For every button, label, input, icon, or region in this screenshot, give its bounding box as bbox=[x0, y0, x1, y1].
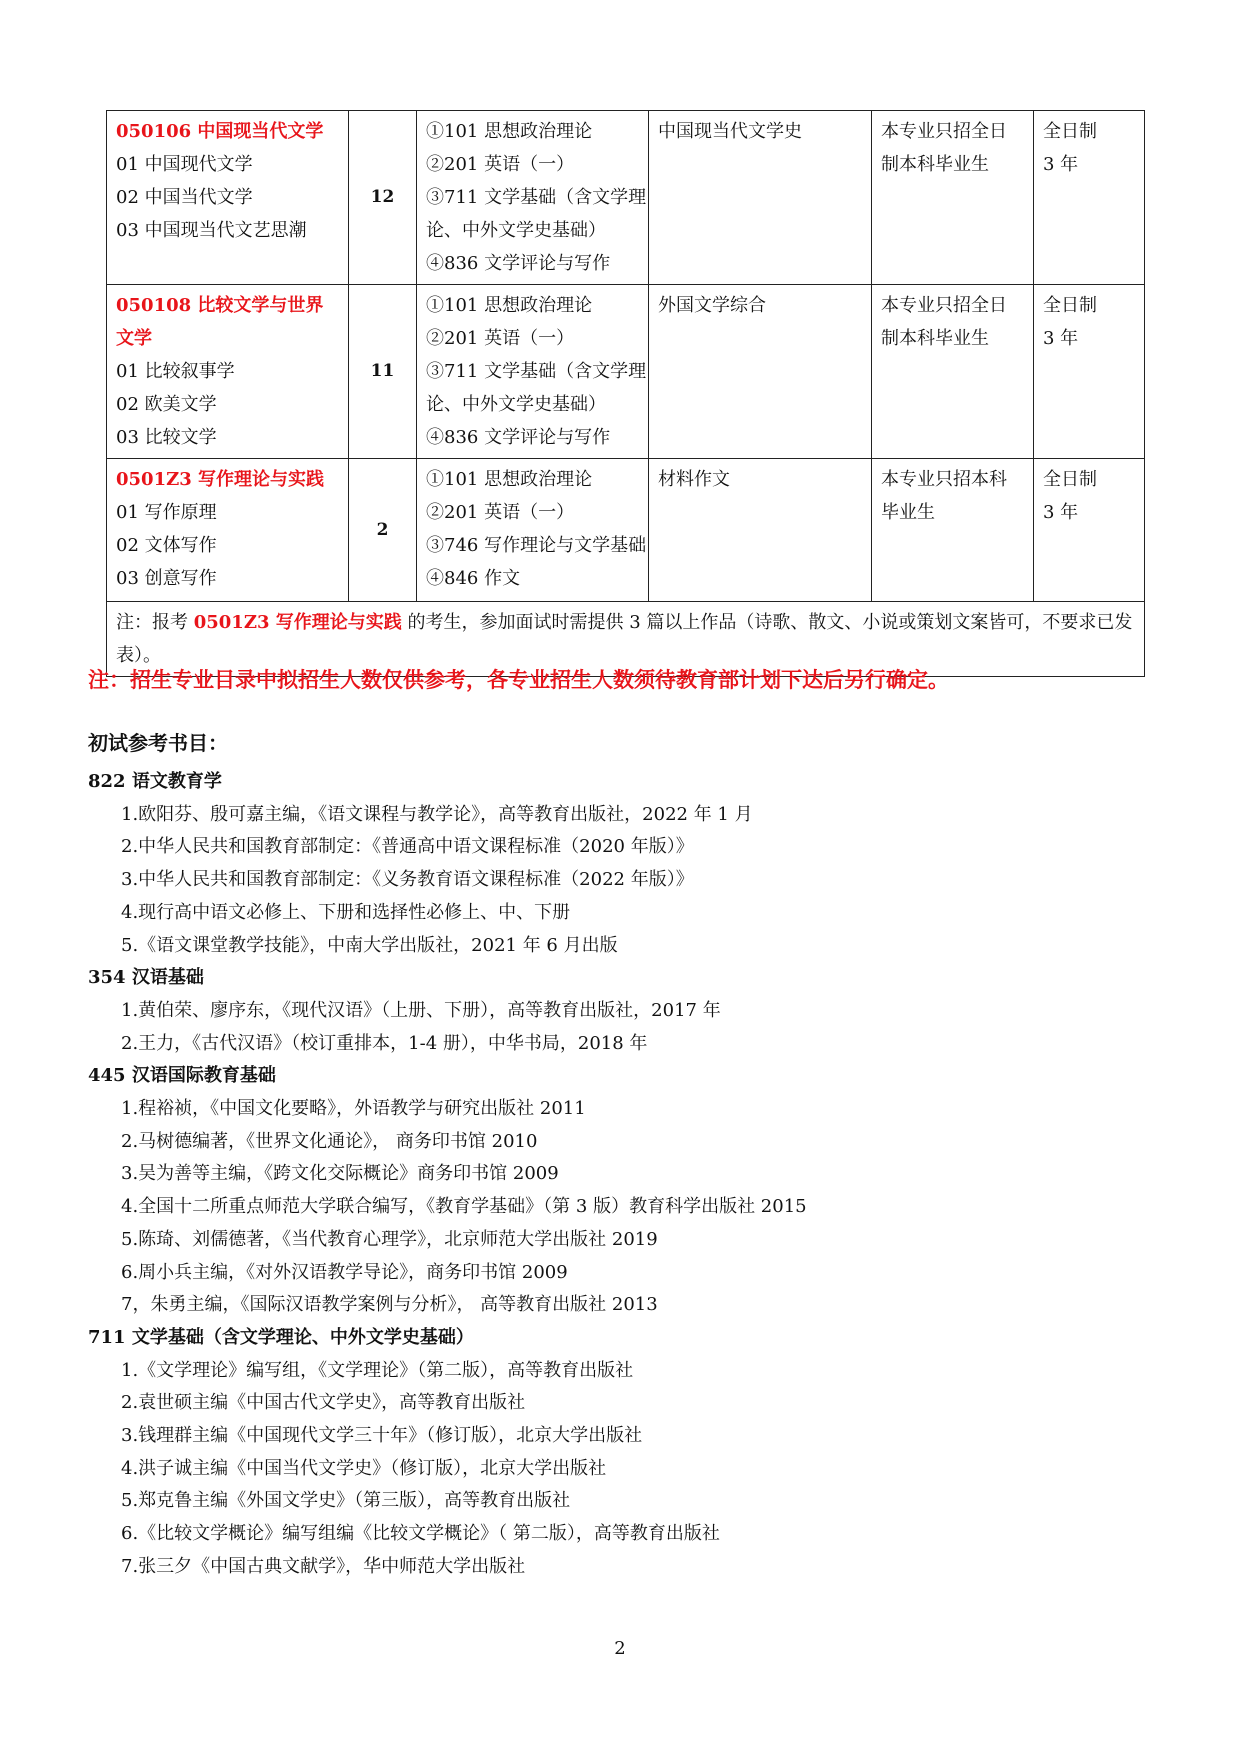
note-suffix: 的考生，参加面试时需提供 3 篇以上作品（诗歌、散文、小说或策划文案皆可，不要求已发表）。 bbox=[116, 612, 1133, 666]
book-item: 6.《比较文学概论》编写组编《比较文学概论》（ 第二版），高等教育出版社 bbox=[121, 1523, 720, 1545]
program-table bbox=[106, 110, 1145, 677]
exam-subject: ①101 思想政治理论 bbox=[426, 295, 593, 316]
requirement-line: 本专业只招全日 bbox=[881, 121, 1007, 142]
study-duration: 3 年 bbox=[1043, 502, 1079, 523]
study-mode-cell bbox=[1034, 285, 1145, 459]
study-mode: 全日制 bbox=[1043, 469, 1097, 490]
study-mode: 全日制 bbox=[1043, 121, 1097, 142]
study-mode: 全日制 bbox=[1043, 295, 1097, 316]
book-item: 5.郑克鲁主编《外国文学史》（第三版），高等教育出版社 bbox=[121, 1490, 571, 1512]
direction-item: 02 文体写作 bbox=[116, 535, 217, 556]
direction-item: 01 写作原理 bbox=[116, 502, 217, 523]
direction-item: 03 中国现当代文艺思潮 bbox=[116, 220, 307, 241]
exam-subject: ③746 写作理论与文学基础 bbox=[426, 535, 647, 556]
exam-subject: 论、中外文学史基础） bbox=[426, 220, 606, 241]
exam-subject: ③711 文学基础（含文学理 bbox=[426, 187, 647, 208]
exam-subjects-cell bbox=[417, 285, 649, 459]
reference-books bbox=[88, 726, 1168, 1584]
note-highlight: 0501Z3 写作理论与实践 bbox=[193, 612, 402, 633]
book-item: 7，朱勇主编，《国际汉语教学案例与分析》， 高等教育出版社 2013 bbox=[121, 1294, 658, 1316]
table-row bbox=[107, 111, 1145, 285]
study-duration: 3 年 bbox=[1043, 328, 1079, 349]
requirement-line: 本专业只招全日 bbox=[881, 295, 1007, 316]
exam-subjects-cell bbox=[417, 459, 649, 602]
book-section-title: 822 语文教育学 bbox=[88, 771, 222, 792]
book-section-title: 711 文学基础（含文学理论、中外文学史基础） bbox=[88, 1326, 474, 1348]
requirement-cell bbox=[872, 459, 1034, 602]
direction-item: 03 创意写作 bbox=[116, 568, 217, 589]
exam-subject: 论、中外文学史基础） bbox=[426, 394, 606, 415]
major-title: 050106 中国现当代文学 bbox=[116, 121, 324, 142]
book-item: 2.袁世硕主编《中国古代文学史》，高等教育出版社 bbox=[121, 1392, 526, 1414]
book-item: 5.《语文课堂教学技能》，中南大学出版社，2021 年 6 月出版 bbox=[121, 934, 618, 956]
book-item: 1.黄伯荣、廖序东，《现代汉语》（上册、下册），高等教育出版社，2017 年 bbox=[121, 999, 721, 1021]
book-item: 3.中华人民共和国教育部制定：《义务教育语文课程标准（2022 年版）》 bbox=[121, 869, 694, 891]
direction-item: 01 中国现代文学 bbox=[116, 154, 253, 175]
reference-books-heading: 初试参考书目： bbox=[88, 731, 228, 755]
enrollment-count: 12 bbox=[349, 111, 417, 285]
requirement-cell bbox=[872, 111, 1034, 285]
book-item: 4.洪子诚主编《中国当代文学史》（修订版），北京大学出版社 bbox=[121, 1457, 607, 1479]
study-mode-cell bbox=[1034, 111, 1145, 285]
enrollment-count: 2 bbox=[349, 459, 417, 602]
direction-item: 01 比较叙事学 bbox=[116, 361, 235, 382]
book-item: 4.全国十二所重点师范大学联合编写，《教育学基础》（第 3 版）教育科学出版社 2015 bbox=[121, 1196, 807, 1218]
book-item: 6.周小兵主编，《对外汉语教学导论》，商务印书馆 2009 bbox=[121, 1261, 568, 1283]
enrollment-count: 11 bbox=[349, 285, 417, 459]
exam-subjects-cell bbox=[417, 111, 649, 285]
book-item: 1.欧阳芬、殷可嘉主编，《语文课程与教学论》，高等教育出版社，2022 年 1 月 bbox=[121, 803, 753, 825]
major-cell bbox=[107, 459, 349, 602]
exam-subject: ④836 文学评论与写作 bbox=[426, 253, 611, 274]
retest-subject: 中国现当代文学史 bbox=[649, 111, 872, 285]
retest-subject: 外国文学综合 bbox=[649, 285, 872, 459]
book-item: 2.中华人民共和国教育部制定：《普通高中语文课程标准（2020 年版）》 bbox=[121, 836, 694, 858]
exam-subject: ②201 英语（一） bbox=[426, 328, 575, 349]
direction-item: 02 中国当代文学 bbox=[116, 187, 253, 208]
exam-subject: ②201 英语（一） bbox=[426, 154, 575, 175]
book-item: 2.马树德编著，《世界文化通论》， 商务印书馆 2010 bbox=[121, 1130, 538, 1152]
book-item: 2.王力，《古代汉语》（校订重排本，1-4 册），中华书局，2018 年 bbox=[121, 1032, 648, 1054]
exam-subject: ④846 作文 bbox=[426, 568, 521, 589]
direction-item: 03 比较文学 bbox=[116, 427, 217, 448]
requirement-line: 毕业生 bbox=[881, 502, 935, 523]
major-title: 0501Z3 写作理论与实践 bbox=[116, 469, 325, 490]
enrollment-policy-note: 注：招生专业目录中拟招生人数仅供参考，各专业招生人数须待教育部计划下达后另行确定。 bbox=[88, 667, 949, 692]
major-cell bbox=[107, 111, 349, 285]
table-row bbox=[107, 285, 1145, 459]
note-prefix: 注：报考 bbox=[116, 612, 194, 633]
table-row bbox=[107, 459, 1145, 602]
page-number: 2 bbox=[614, 1638, 626, 1659]
retest-subject: 材料作文 bbox=[649, 459, 872, 602]
requirement-line: 制本科毕业生 bbox=[881, 154, 989, 175]
exam-subject: ②201 英语（一） bbox=[426, 502, 575, 523]
study-duration: 3 年 bbox=[1043, 154, 1079, 175]
book-item: 1.《文学理论》编写组，《文学理论》（第二版），高等教育出版社 bbox=[121, 1359, 634, 1381]
exam-subject: ①101 思想政治理论 bbox=[426, 121, 593, 142]
book-item: 3.钱理群主编《中国现代文学三十年》（修订版），北京大学出版社 bbox=[121, 1425, 643, 1447]
book-item: 4.现行高中语文必修上、下册和选择性必修上、中、下册 bbox=[121, 901, 571, 923]
requirement-line: 本专业只招本科 bbox=[881, 469, 1007, 490]
study-mode-cell bbox=[1034, 459, 1145, 602]
book-section-title: 445 汉语国际教育基础 bbox=[88, 1065, 276, 1087]
exam-subject: ④836 文学评论与写作 bbox=[426, 427, 611, 448]
book-item: 5.陈琦、刘儒德著，《当代教育心理学》，北京师范大学出版社 2019 bbox=[121, 1228, 658, 1250]
book-item: 1.程裕祯，《中国文化要略》，外语教学与研究出版社 2011 bbox=[121, 1098, 586, 1120]
book-item: 3.吴为善等主编，《跨文化交际概论》商务印书馆 2009 bbox=[121, 1163, 559, 1185]
exam-subject: ①101 思想政治理论 bbox=[426, 469, 593, 490]
book-section-title: 354 汉语基础 bbox=[88, 967, 204, 989]
exam-subject: ③711 文学基础（含文学理 bbox=[426, 361, 647, 382]
requirement-cell bbox=[872, 285, 1034, 459]
major-title: 050108 比较文学与世界文学 bbox=[116, 295, 324, 349]
major-cell bbox=[107, 285, 349, 459]
book-item: 7.张三夕《中国古典文献学》，华中师范大学出版社 bbox=[121, 1555, 526, 1577]
requirement-line: 制本科毕业生 bbox=[881, 328, 989, 349]
direction-item: 02 欧美文学 bbox=[116, 394, 217, 415]
